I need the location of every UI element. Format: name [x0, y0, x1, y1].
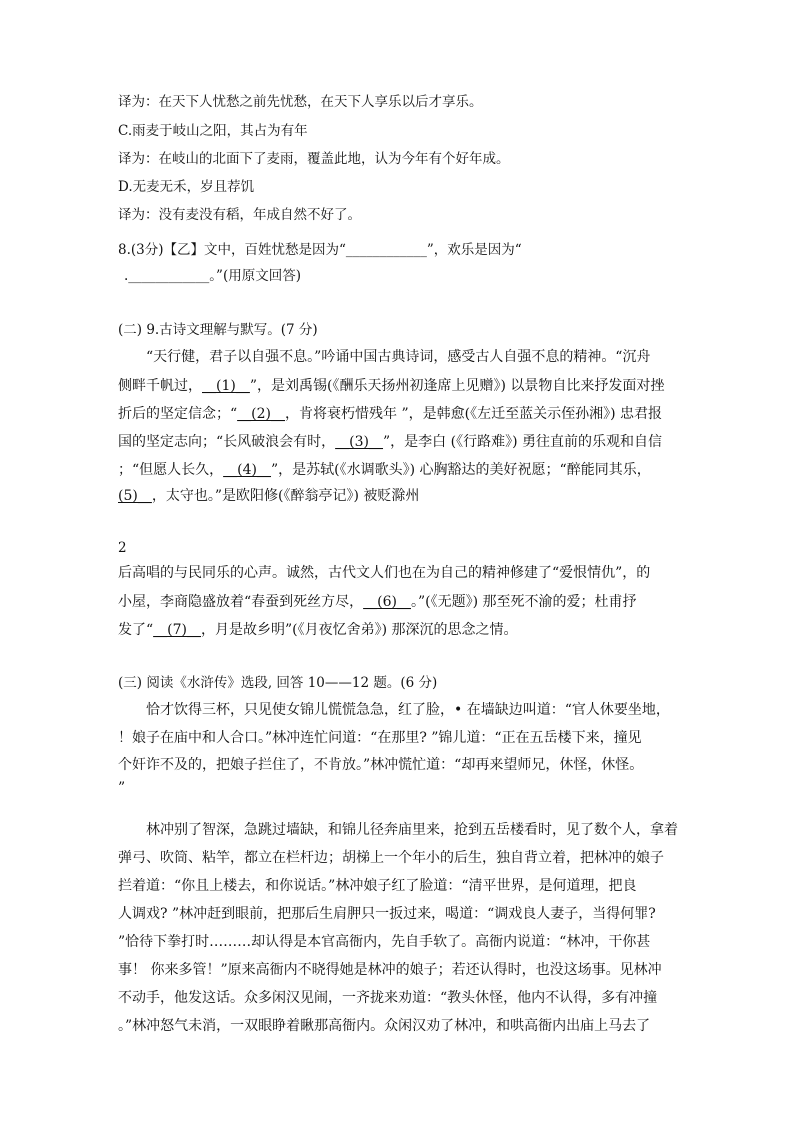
answer-blank-2[interactable]: ____________	[128, 268, 210, 284]
translation-d: 译为：没有麦没有稻，年成自然不好了。	[118, 207, 361, 223]
passage-line3: 个奸诈不及的，把娘子拦住了，不肯放。”林冲慌忙道：“却再来望师兄，休怪，休怪。	[118, 757, 644, 773]
poem-paragraph-line6: (5)__，太守也。”是欧阳修(《醉翁亭记》) 被贬滁州	[118, 488, 420, 504]
passage-line4: ”	[118, 780, 126, 796]
poem-paragraph-line9: 发了“__(7)__，月是故乡明”(《月夜忆舍弟》) 那深沉的思念之情。	[118, 622, 518, 638]
passage-line11: 不动手，他发这话。众多闲汉见闹，一齐拢来劝道：“教头休怪，他内不认得，多有冲撞	[118, 990, 658, 1006]
translation-c: 译为：在岐山的北面下了麦雨，覆盖此地，认为今年有个好年成。	[118, 151, 510, 167]
passage-line5: 林冲别了智深，急跳过墙缺，和锦儿径奔庙里来，抢到五岳楼看时，见了数个人，拿着	[146, 822, 678, 838]
poem-paragraph-line7: 后高唱的与民同乐的心声。诚然，古代文人们也在为自己的精神修建了“爱恨情仇”，的	[118, 565, 651, 581]
poem-blank-1[interactable]: __(1)__	[202, 378, 250, 394]
answer-blank-1[interactable]: ____________	[345, 242, 427, 258]
poem-paragraph-line1: “天行健，君子以自强不息。”吟诵中国古典诗词，感受古人自强不息的精神。“沉舟	[146, 349, 651, 365]
page-number: 2	[118, 540, 127, 556]
section-3-heading: (三) 阅读《水浒传》选段, 回答 10——12 题。(6 分)	[118, 675, 438, 691]
question-8-line2: .____________。”(用原文回答)	[124, 268, 301, 284]
passage-line9: ”恰待下拳打时………却认得是本官高衙内，先自手软了。高衙内说道：“林冲，干你甚	[118, 934, 651, 950]
passage-line12: 。”林冲怒气未消，一双眼睁着瞅那高衙内。众闲汉劝了林冲，和哄高衙内出庙上马去了	[118, 1018, 651, 1034]
passage-line2: ！娘子在庙中和人合口。”林冲连忙问道：“在那里? ”锦儿道：“正在五岳楼下来，撞见	[118, 730, 642, 746]
poem-paragraph-line5: ；“但愿人长久，__(4)__”，是苏轼(《水调歌头》) 心胸豁达的美好祝愿；“醉能同其乐，	[118, 462, 651, 478]
poem-blank-2[interactable]: __(2)__	[237, 406, 286, 422]
poem-blank-7[interactable]: __(7)__	[153, 622, 202, 638]
passage-line1: 恰才饮得三杯，只见使女锦儿慌慌急急，红了脸，• 在墙缺边叫道：“官人休要坐地，	[146, 702, 670, 718]
poem-blank-6[interactable]: __(6)__	[363, 594, 411, 610]
poem-paragraph-line2: 侧畔千帆过，__(1)__”，是刘禹锡(《酬乐天扬州初逢席上见赠》) 以景物自比来抒发面对挫	[118, 378, 665, 394]
passage-line8: 人调戏? ”林冲赶到眼前，把那后生肩胛只一扳过来，喝道：“调戏良人妻子，当得何罪?	[118, 906, 656, 922]
poem-blank-4[interactable]: __(4)__	[223, 462, 272, 478]
poem-paragraph-line4: 国的坚定志向；“长风破浪会有时，__(3)__”，是李白 (《行路难》) 勇往直前的乐观和自信	[118, 434, 662, 450]
poem-blank-3[interactable]: __(3)__	[335, 434, 384, 450]
option-d: D.无麦无禾，岁且荐饥	[118, 179, 255, 195]
passage-line6: 弹弓、吹筒、粘竿，都立在栏杆边；胡梯上一个年小的后生，独自背立着，把林冲的娘子	[118, 850, 664, 866]
section-2-heading: (二) 9.古诗文理解与默写。(7 分)	[118, 322, 318, 338]
passage-line7: 拦着道：“你且上楼去，和你说话。”林冲娘子红了脸道：“清平世界，是何道理，把良	[118, 878, 637, 894]
poem-paragraph-line3: 折后的坚定信念；“__(2)__，肯将衰朽惜残年 ”，是韩愈(《左迁至蓝关示侄孙湘》) 忠君报	[118, 406, 662, 422]
option-c: C.雨麦于岐山之阳，其占为有年	[118, 123, 308, 139]
question-8-line1: 8.(3分)【乙】文中，百姓忧愁是因为“____________”，欢乐是因为“	[118, 242, 522, 258]
poem-paragraph-line8: 小屋，李商隐盛放着“春蚕到死丝方尽，__(6)__。”(《无题》) 那至死不渝的爱；杜甫抒	[118, 594, 637, 610]
passage-line10: 事！ 你来多管！”原来高衙内不晓得她是林冲的娘子；若还认得时，也没这场事。见林冲	[118, 962, 662, 978]
poem-blank-5[interactable]: (5)__	[118, 488, 152, 504]
translation-b: 译为：在天下人忧愁之前先忧愁，在天下人享乐以后才享乐。	[118, 94, 483, 110]
